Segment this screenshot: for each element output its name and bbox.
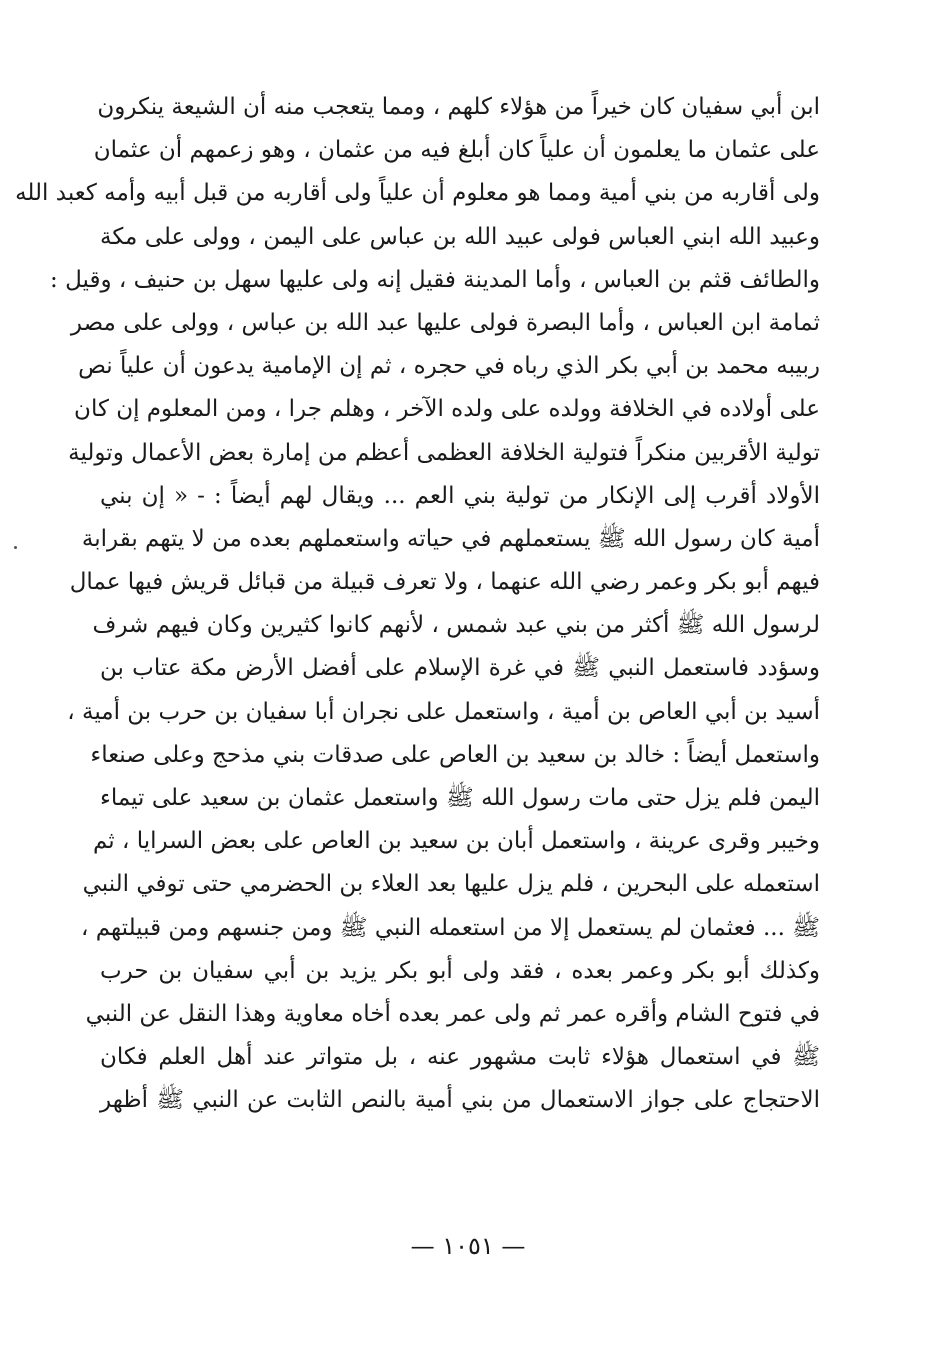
text-line: والطائف قثم بن العباس ، وأما المدينة فقيل إنه ولى عليها سهل بن حنيف ، وقيل : (50, 266, 820, 293)
margin-mark (14, 546, 17, 549)
text-line: أمية كان رسول الله ﷺ يستعملهم في حياته واستعملهم بعده من لا يتهم بقرابة (81, 525, 820, 552)
text-line: لرسول الله ﷺ أكثر من بني عبد شمس ، لأنهم كانوا كثيرين وكان فيهم شرف (92, 612, 820, 639)
text-line: ثمامة ابن العباس ، وأما البصرة فولى عليها عبد الله بن عباس ، وولى على مصر (70, 309, 820, 336)
text-line: وكذلك أبو بكر وعمر بعده ، فقد ولى أبو بكر يزيد بن أبي سفيان بن حرب (100, 957, 820, 984)
text-line: أسيد بن أبي العاص بن أمية ، واستعمل على نجران أبا سفيان بن حرب بن أمية ، (67, 698, 820, 725)
text-line: على عثمان ما يعلمون أن علياً كان أبلغ فيه من عثمان ، وهو زعمهم أن عثمان (93, 137, 820, 164)
text-line: ﷺ في استعمال هؤلاء ثابت مشهور عنه ، بل متواتر عند أهل العلم فكان (100, 1044, 820, 1071)
text-line: الأولاد أقرب إلى الإنكار من تولية بني العم ... ويقال لهم أيضاً : - « إن بني (100, 482, 820, 509)
text-line: وسؤدد فاستعمل النبي ﷺ في غرة الإسلام على أفضل الأرض مكة عتاب بن (100, 655, 820, 682)
text-line: ﷺ ... فعثمان لم يستعمل إلا من استعمله النبي ﷺ ومن جنسهم ومن قبيلتهم ، (80, 914, 820, 941)
text-line: ابن أبي سفيان كان خيراً من هؤلاء كلهم ، ومما يتعجب منه أن الشيعة ينكرون (97, 94, 820, 120)
text-line: استعمله على البحرين ، فلم يزل عليها بعد العلاء بن الحضرمي حتى توفي النبي (82, 871, 820, 898)
text-line: وعبيد الله ابني العباس فولى عبيد الله بن عباس على اليمن ، وولى على مكة (100, 223, 820, 250)
text-line: فيهم أبو بكر وعمر رضي الله عنهما ، ولا تعرف قبيلة من قبائل قريش فيها عمال (69, 569, 820, 596)
text-line: على أولاده في الخلافة وولده على ولده الآخر ، وهلم جرا ، ومن المعلوم إن كان (74, 396, 820, 423)
text-line: واستعمل أيضاً : خالد بن سعيد بن العاص على صدقات بني مذحج وعلى صنعاء (90, 741, 820, 768)
text-line: ولى أقاربه من بني أمية ومما هو معلوم أن علياً ولى أقاربه من قبل أبيه وأمه كعبد الله (15, 180, 820, 207)
body-text (15, 86, 820, 1123)
text-line: الاحتجاج على جواز الاستعمال من بني أمية بالنص الثابت عن النبي ﷺ أظهر (100, 1087, 820, 1114)
text-line: اليمن فلم يزل حتى مات رسول الله ﷺ واستعمل عثمان بن سعيد على تيماء (100, 785, 820, 811)
text-line: تولية الأقربين منكراً فتولية الخلافة العظمى أعظم من إمارة بعض الأعمال وتولية (68, 439, 820, 466)
text-line: وخيبر وقرى عرينة ، واستعمل أبان بن سعيد بن العاص على بعض السرايا ، ثم (93, 828, 820, 855)
text-line: ربيبه محمد بن أبي بكر الذي رباه في حجره ، ثم إن الإمامية يدعون أن علياً نص (78, 353, 820, 380)
page-number: — ١٠٥١ — (410, 1232, 526, 1260)
text-line: في فتوح الشام وأقره عمر ثم ولى عمر بعده أخاه معاوية وهذا النقل عن النبي (85, 1000, 820, 1027)
